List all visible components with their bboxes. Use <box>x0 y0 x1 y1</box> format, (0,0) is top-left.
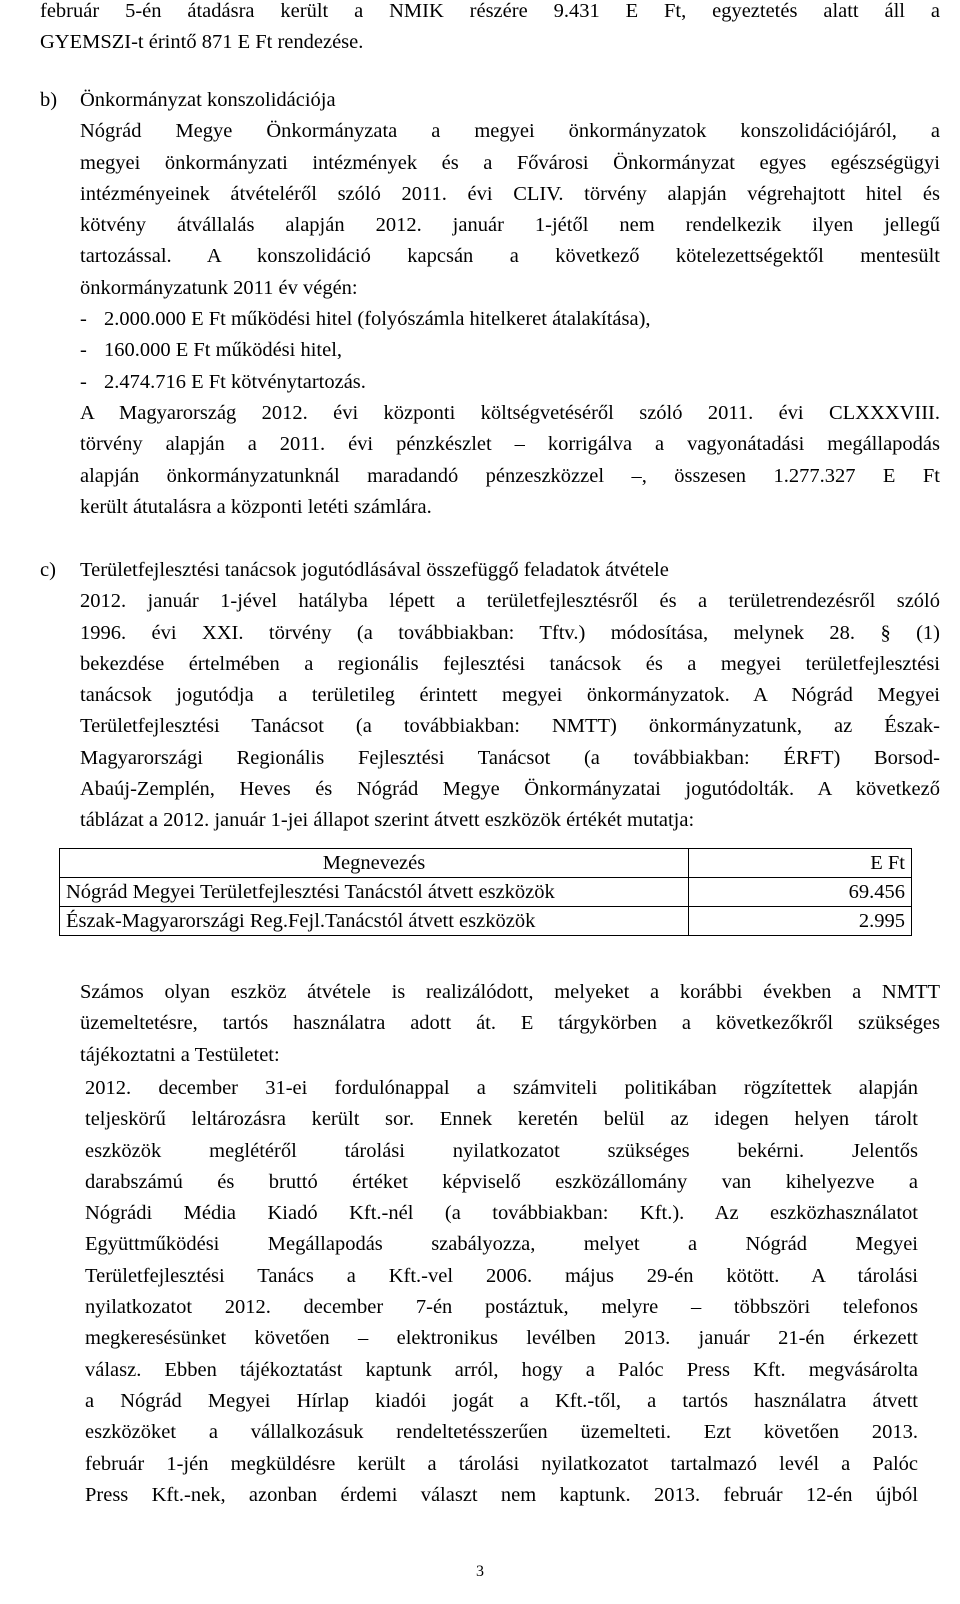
table-row <box>60 907 912 936</box>
list-item: - 2.474.716 E Ft kötvénytartozás. <box>80 370 366 393</box>
text-line: 2012. december 31-ei fordulónappal a számviteli politikában rögzítettek alapján <box>85 1077 918 1099</box>
assets-table <box>59 848 912 936</box>
text-line: Magyarországi Regionális Fejlesztési Tanácsot (a továbbiakban: ÉRFT) Borsod- <box>80 746 940 769</box>
text-line: Számos olyan eszköz átvétele is realizálódott, melyeket a korábbi években a NMTT <box>80 981 940 1003</box>
after-table-paragraph <box>40 977 940 1071</box>
text-line: kötvény átvállalás alapján 2012. január 1-jétől nem rendelkezik ilyen jellegű <box>80 214 940 237</box>
text-line: eszközöket a vállalkozásuk rendeltetésszerűen üzemelteti. Ezt követően 2013. <box>85 1421 918 1444</box>
text-line: megyei önkormányzati intézmények és a Fővárosi Önkormányzat egyes egészségügyi <box>80 151 940 174</box>
text-line: Területfejlesztési Tanács a Kft.-vel 2006. május 29-én kötött. A tárolási <box>85 1264 918 1287</box>
continuation-paragraph <box>40 0 940 59</box>
table-cell: Észak-Magyarországi Reg.Fejl.Tanácstól átvett eszközök <box>60 907 689 936</box>
text-line: Nógrád Megye Önkormányzata a megyei önkormányzatok konszolidációjáról, a <box>80 120 940 143</box>
text-line: eszközök meglétéről tárolási nyilatkozatot szükséges bekérni. Jelentős <box>85 1139 918 1162</box>
text-line: teljeskörű leltározásra került sor. Ennek keretén belül az idegen helyen tárolt <box>85 1108 918 1131</box>
text-line: megkeresésünket követően – elektronikus levélben 2013. január 21-én érkezett <box>85 1327 918 1350</box>
text-line: Együttműködési Megállapodás szabályozza, melyet a Nógrád Megyei <box>85 1233 918 1256</box>
text-line: törvény alapján a 2011. évi pénzkészlet – korrigálva a vagyonátadási megállapodás <box>80 433 940 456</box>
text-line: Press Kft.-nek, azonban érdemi választ nem kaptunk. 2013. február 12-én újból <box>85 1483 918 1506</box>
section-c-paragraph <box>40 586 940 836</box>
text-line: darabszámú és bruttó értéket képviselő eszközállomány van kihelyezve a <box>85 1170 918 1193</box>
text-line: A Magyarország 2012. évi központi költségvetéséről szóló 2011. évi CLXXXVIII. <box>80 402 940 424</box>
liability-list <box>40 304 940 398</box>
text-line: alapján önkormányzatunknál maradandó pénzeszközzel –, összesen 1.277.327 E Ft <box>80 464 940 487</box>
table-header-row <box>60 849 912 878</box>
section-b-heading: b) Önkormányzat konszolidációja <box>40 89 336 111</box>
table-cell: Nógrád Megyei Területfejlesztési Tanácstól átvett eszközök <box>60 878 689 907</box>
text-line: Területfejlesztési Tanácsot (a továbbiakban: NMTT) önkormányzatunk, az Észak- <box>80 715 940 738</box>
text-line: tanácsok jogutódja a területileg érintett megyei önkormányzatok. A Nógrád Megyei <box>80 684 940 707</box>
text-line: Abaúj-Zemplén, Heves és Nógrád Megye Önkormányzatai jogutódolták. A következő <box>80 778 940 801</box>
section-c <box>40 555 940 837</box>
text-line: a Nógrád Megyei Hírlap kiadói jogát a Kft.-től, a tartós használatra átvett <box>85 1389 918 1412</box>
text-line: került átutalásra a központi letéti számlára. <box>80 495 432 518</box>
text-line: tartozással. A konszolidáció kapcsán a következő kötelezettségektől mentesült <box>80 245 940 268</box>
section-b-paragraph <box>40 116 940 304</box>
text-line: tájékoztatni a Testületet: <box>80 1043 280 1066</box>
text-line: nyilatkozatot 2012. december 7-én postáztuk, melyre – többszöri telefonos <box>85 1296 918 1319</box>
table-row <box>60 878 912 907</box>
text-line: február 5-én átadásra került a NMIK részére 9.431 E Ft, egyeztetés alatt áll a <box>40 0 940 22</box>
text-line: önkormányzatunk 2011 év végén: <box>80 276 358 299</box>
text-line: 1996. évi XXI. törvény (a továbbiakban: Tftv.) módosítása, melynek 28. § (1) <box>80 621 940 644</box>
column-header: E Ft <box>689 849 912 878</box>
list-item: - 160.000 E Ft működési hitel, <box>80 339 343 362</box>
section-c-heading: c) Területfejlesztési tanácsok jogutódlásával összefüggő feladatok átvétele <box>40 559 669 581</box>
text-line: február 1-jén megküldésre került a tárolási nyilatkozatot tartalmazó levél a Palóc <box>85 1452 918 1475</box>
text-line: Nógrádi Média Kiadó Kft.-nél (a továbbiakban: Kft.). Az eszközhasználatot <box>85 1202 918 1225</box>
text-line: 2012. január 1-jével hatályba lépett a területfejlesztésről és a területrendezésről szóló <box>80 590 940 613</box>
page-number: 3 <box>476 1563 484 1580</box>
table-cell: 69.456 <box>689 878 912 907</box>
text-line: táblázat a 2012. január 1-jei állapot szerint átvett eszközök értékét mutatja: <box>80 809 695 832</box>
list-item: - 2.000.000 E Ft működési hitel (folyószámla hitelkeret átalakítása), <box>80 308 651 331</box>
table-cell: 2.995 <box>689 907 912 936</box>
text-line: üzemeltetésre, tartós használatra adott át. E tárgykörben a következőkről szükséges <box>80 1012 940 1035</box>
text-line: válasz. Ebben tájékoztatást kaptunk arról, hogy a Palóc Press Kft. megvásárolta <box>85 1358 918 1381</box>
section-b <box>40 85 940 398</box>
text-line: intézményeinek átvételéről szóló 2011. évi CLIV. törvény alapján végrehajtott hitel és <box>80 182 940 205</box>
column-header: Megnevezés <box>60 849 689 878</box>
text-line: bekezdése értelmében a regionális fejlesztési tanácsok és a megyei területfejlesztési <box>80 652 940 675</box>
text-line: GYEMSZI-t érintő 871 E Ft rendezése. <box>40 31 364 54</box>
section-b-paragraph-2 <box>40 398 940 523</box>
indented-paragraph <box>85 1073 918 1511</box>
